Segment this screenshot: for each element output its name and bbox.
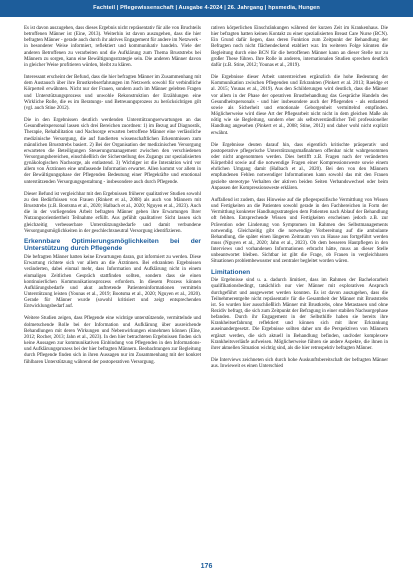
- body-paragraph: Die Ergebnisse sind u. a. dadurch limitiert, dass im Rahmen der Bachelorarbeit qualifikationsbedingt, tatsächlich nur vier Männer mit explorativen Anspruch durchgeführt und ausgewertet werden konnten. Es ist davon auszugehen, dass die Teilnehmerentgelte nicht repräsentativ für die Gesamtheit der Männer mit Bruststrebs ist. So wurden hier ausschließlich Männer mit Brustkrebs, ohne Metastasen und ohne Rezidiv befragt, die sich zum Zeitpunkt der Befragung in einer stabilen Nachsorgephase befanden. Durch ihr Engagement in der Selbsthilfe haben sie bereits ihre Krankheitserfahrung reflektiert und können sich mit ihrer Erkrankung auseinandergesetzt. Die Ergebnisse sollten daher um die Perspektiven von Männern ergänzt werden, die sich aktuell in Behandlung befinden, und/oder komplexere Krankheitsverläufe aufweisen. Möglicherweise führen sie andere Aspekte, die ihnen in ihrer aktuellen Situation wichtig sind, als die hier retrospektiv befragten Männer.: [211, 278, 388, 351]
- page-number: 176: [200, 563, 213, 570]
- body-paragraph: Die Ergebnisse deuten darauf hin, dass eigentlich kritischte präoperativ und postoperative pflegerische Unterstützungsmaßnahmen offenbar nicht wahrgenommen oder nicht angenommen werden. Dies betrifft z.B. Fragen nach der veränderten Körperbild sowie auf die notwendige Fragen einer Kompressionsweste sowie einem ehrlichen Umgang damit (Halbach et al., 2020). Bei den von den Männern empfundenen Fehlen notwendiger Informationen kann sowohl das mit den Frauen gezielte stereotype Verhalten der aktiven beiden Seiten Verbandswechsel oder beim Anpassen der Kompressionsweste erklären.: [211, 142, 388, 191]
- body-paragraph: Interessant erscheint der Befund, dass die hier befragten Männer im Zusammenhang mit dem Austausch über ihre Brustkrebserfahrungen im Netzwerk sowohl für verbindliche Körperteil erwähnten. Nicht nur der Frauen, sondern auch im Männer gelebten Fragen und Unterstützungsprozess und unwohle Rekonstruktion der Erzählungen eine Wirkliche Rolle, die es im Beratungs- und Betreuungsprozess zu berücksichtigen gilt (vgl. auch Stine 2012).: [24, 75, 201, 111]
- left-text-column: [24, 26, 201, 372]
- right-text-column: [211, 26, 388, 376]
- body-paragraph: Weitere Studien zeigen, dass Pflegende eine wichtige unterstützende, vermittelnde und dolmetschende Rolle bei der Information und Aufklärung über ausreichende Behandlungen mit deren Wirkungen und Nebenwirkungen einnehmen können (Eine, 2012; Rocher, 2013; Jahn et al., 2023). In den hier betrachteten Ergebnissen finden sich keine Aussagen zur kommunikativen Einbindung von Pflegenden in den Informations- und Aufklärungsprozess bei der hier befragten Männern. Beobachtungen zur Begleitung durch Pflegende finden sich in ihren Aussagen nur im Zusammenhang mit der konkret fühlbaren Unterstützung während der postoperativen Versorgung.: [24, 316, 201, 365]
- body-paragraph: Die Ergebnisse dieser Arbeit unterstreichen ergänzlich die hohe Bedeutung der Kommunikation zwischen Pflegenden und Erkrankten (Pinkert et al. 2013; Raeidge et al. 2015; Younas et al., 2019). Aus den Schilderungen wird deutlich, dass die Männer vor allem in der Phase der operativen Brustbehandlung das Gespräche Handeln des Gesundheitspersonals - und hier insbesondere auch der Pflegenden - als entlastend sowie als Sicherheit und emotionale Geborgenheit vermittelnd empfinden. Möglicherweise wird diese Art der Pflegearbeit nicht nicht in dem gleichen Maße als nötig wie sie Begleitung, sondern eher als selbstverständlicher Teil professioneller Handlung angesehen (Pinkert et al., 2008; Stine, 2012) und daher wohl nicht explizit erwähnt.: [211, 75, 388, 136]
- body-paragraph: Die in den Ergebnissen deutlich werdenden Unterstützungserwartungen an das Gesundheitspersonal lassen sich drei Bereichen zuordnen: 1) im Bezug auf Diagnostik, Therapie, Rehabilitation und Nachsorge erwarten betroffene Männer eine verlässliche medizinische Versorgung, die auf fundierten wissenschaftlichen Erkenntnissen zum männlichen Bruststrebs basiert. 2) Bei der Organisation der medizinischen Versorgung erwarteten die Beteiligungen Steuerungsmanagement zwischen den verschiedenen Versorgungsbereichen, einschließlich der Sicherstellung des Zugangs zur spezialisierten gynäkologischen Nachsorge, als entlastend. 3) Wichtiger ist die Interaktion wird vor allem von Ärztinnen eine umfassende Information erwartet. Allen kommt vor allem in der Bewältigungsphase der Pflegenden Bedeutung einer Pflegekräfte und emotional unterstützenden Versorgungsgestaltung - insbesondere auch durch Pflegende.: [24, 118, 201, 185]
- section-heading: Erkennbare Optimierungsmöglichkeiten bei der Unterstützung durch Pflegende: [24, 237, 201, 253]
- body-paragraph: Dieser Befund ist vergleichbar mit den Ergebnissen früherer qualitativer Studien sowohl zu den Bedürfnissen von Frauen (Rinkert et al., 2008) als auch von Männern mit Bruststrebs (z.B. Bootsma et al., 2020; Halbach et al., 2020; Nguyen et al., 2023). Auch die in der vorliegenden Arbeit befragten Männer geben ihre Erwartungen Ihrer Nutzungsorientiertheit Teilnahme erfüllt. Aus gefühlt qualitativer Sicht lassen sich gleichzeitig verbesserbare Unterstützungsbedarfe und damit verbundene Versorgungsmöglichkeiten in der geschlechtsneutral Versorgung identifizieren.: [24, 191, 201, 234]
- journal-header-title: Fachteil | Pflegewissenschaft | Ausgabe 4-2024 | 26. Jahrgang | hpsmedia, Hungen: [93, 5, 320, 11]
- body-paragraph: Auffallend ist zudem, dass Hinweise auf die pflegespezifische Vermittlung von Wissen und Fertigkeiten an die Patienten sowohl gerade in den Fachbereichen in Form der Vermittlung konkreter Handlungsstrategien dem Patienten nach Ablauf der Behandlung oft fehlten. Entsprechende Wissen und Fertigkeiten erscheinen jedoch z.B. zur Prävention oder Linderung von Symptomen im Rahmen des Selbstmanagements notwendig. Gleichzeitig gibt die notwendige Vorbereitung auf die ambulante Behandlung, die später einen längeren Zeitraum von zu Hause aus fortgeführt werden muss (Nguyen et al., 2020; Jahn et al., 2023). Ob dem besseren Hautpflegen in den Interviews und vorhandenen Informationen erbracht hätte, muss an dieser Stelle unbeantwortet bleiben. Sichtbar ist gibt die Frage, ob Frauen in vergleichbaren Situationen problembewusster und zentraler begleitet worden wären.: [211, 197, 388, 265]
- body-paragraph: Es ist davon auszugehen, dass dieses Ergebnis nicht repräsentativ für alle von Bruchteils betroffenen Männer ist (Eine, 2013). Weiterhin ist davon auszugehen, dass die hier befragten Männer - gerade auch durch ihr aktives Engagement für andere im Netzwerk - in besonderer Weise informiert, reflektiert und kommunikativ handeln. Viele der anderen Betroffenen zu verarbeiten und die Aufklärung zum Thema Bruststrebs bei Männern zu sorgen, kann eine Bewältigungsstrategie sein. Die anderen Männer davon in gleicher Weise profitieren würden, bleibt zu klären.: [24, 26, 201, 68]
- body-paragraph: rativen körperlichen Einschränkungen während der kurzen Zeit im Krankenhaus. Die hier befragten hatten keinen Kontakt zu einer spezialisierten Breast Care Nurse (BCN). Ein Grund dafür liegen, dass deren Funktion zum Zeitpunkt der Behandlung der Befragten noch nicht flächendeckend etabliert war. Im weiteren Folge könnten die Begleitung durch eine BCN für die betroffenen Männer kann an dieser Stelle nur zu großer These führen. Ihre Rolle in anderen, internationalen Studien sprechen deutlich dafür (z.B. Stine, 2012; Younas et al., 2019).: [211, 26, 388, 68]
- body-paragraph: Die Interviews zeichneten sich durch hohe Auskunftsbereitschaft der befragten Männer aus. Inwieweit es einen Unterschied: [211, 358, 388, 370]
- section-heading: Limitationen: [211, 268, 251, 276]
- body-paragraph: Die befragten Männer hatten keine Erwartungen daran, gut informiert zu werden. Diese Erwartung richtete sich vor allem an die Ärztinnen. Bei erkrankten Ergebnissen veränderten, dabei einmal mehr, dass Information und Aufklärung nicht in einem einmaligen Zeitlichen Gespräch stattfinden sollten, sondern dass sie einen kontinuierlichen Kommunikationsprozess erfordern. In diesem Prozess können Aufklärungsbedarfe und akut auftretende Patienteninformationen vermitteln Unterstützung leisten (Younas et al., 2019; Bootsma et al., 2020; Nguyen et al., 2020). Gerade für Männer wurde (sowohl kritisiert und zeigt entsprechenden Entwicklungsbedarf auf.: [24, 255, 201, 310]
- journal-header-bar: [0, 0, 413, 17]
